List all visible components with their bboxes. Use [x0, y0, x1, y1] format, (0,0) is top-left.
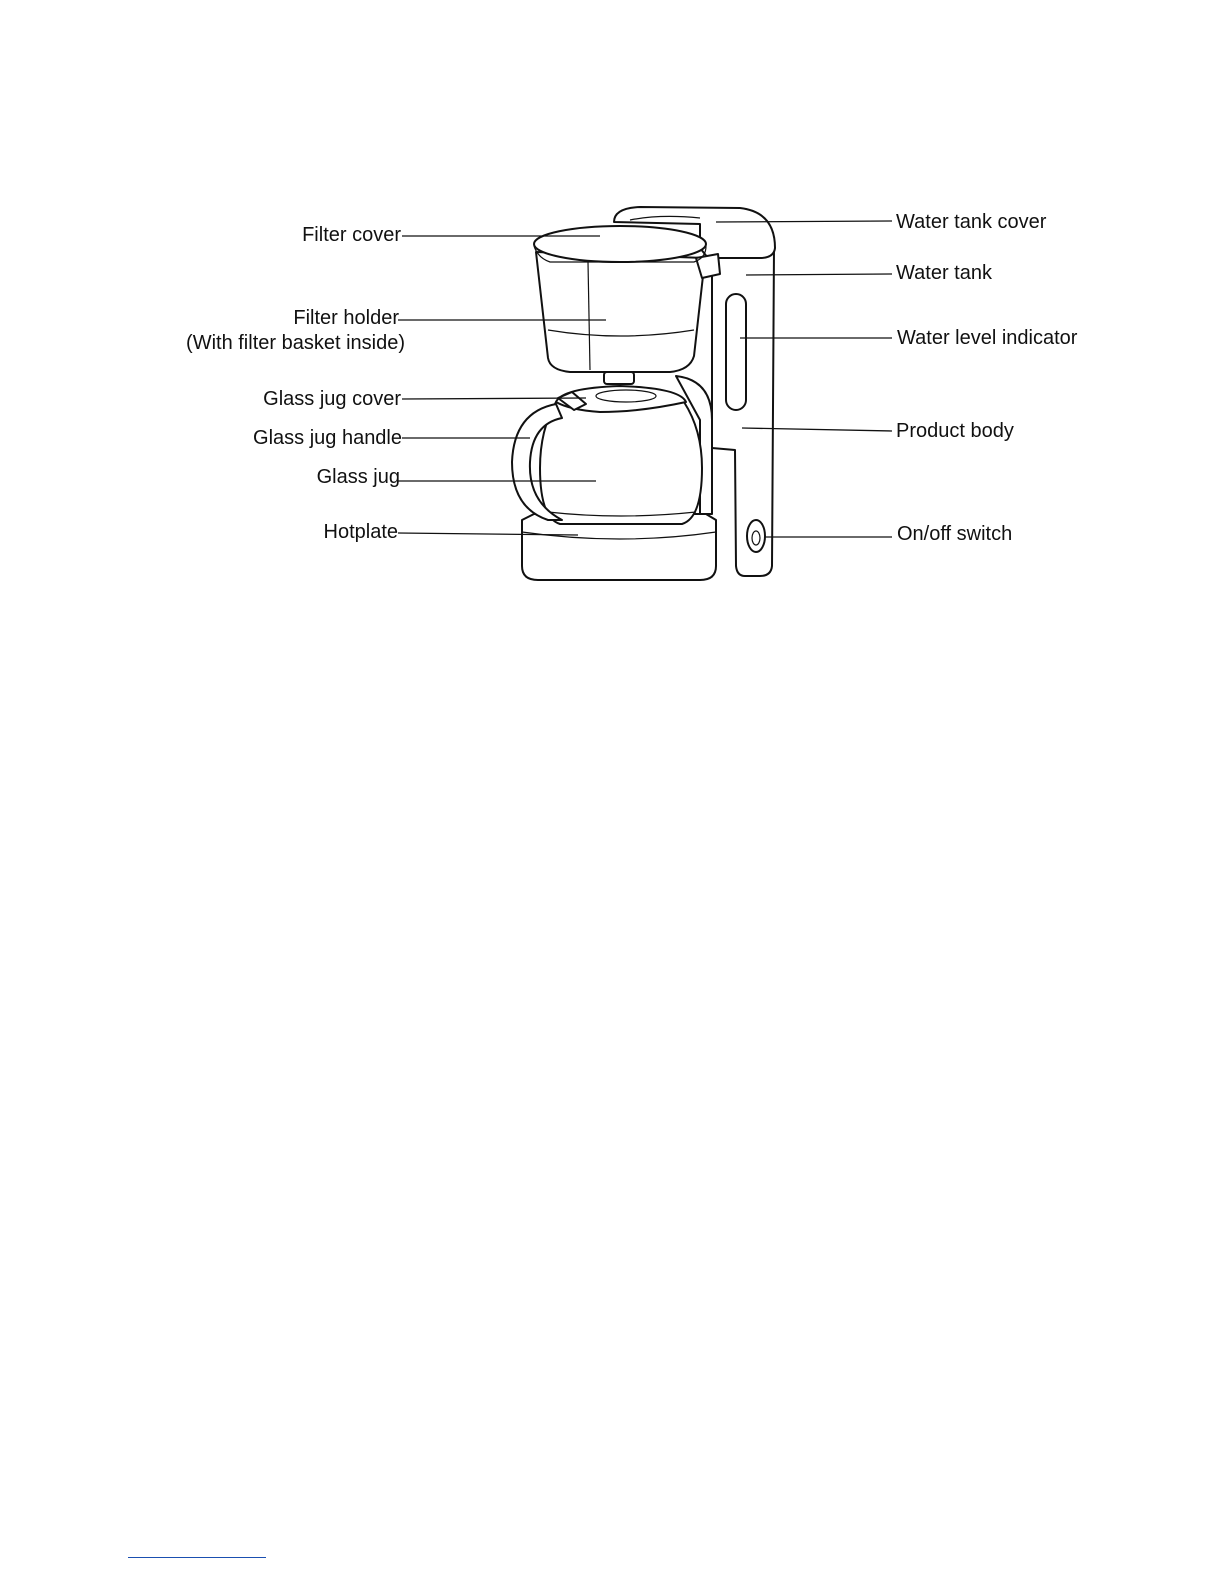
coffee-maker-illustration — [512, 207, 775, 580]
label-filter-holder-note: (With filter basket inside) — [186, 332, 405, 354]
label-water-level-indicator: Water level indicator — [897, 327, 1078, 349]
label-glass-jug: Glass jug — [316, 466, 400, 488]
label-product-body: Product body — [896, 420, 1014, 442]
filter-cover-shape — [534, 226, 706, 262]
label-glass-jug-cover: Glass jug cover — [263, 388, 401, 410]
label-glass-jug-handle: Glass jug handle — [253, 427, 402, 449]
label-water-tank-cover: Water tank cover — [896, 211, 1047, 233]
label-hotplate: Hotplate — [323, 521, 398, 543]
label-water-tank: Water tank — [896, 262, 992, 284]
glass-jug-shape — [540, 402, 702, 524]
filter-holder-shape — [536, 252, 705, 372]
footnote-rule — [128, 1557, 266, 1558]
label-filter-cover: Filter cover — [302, 224, 401, 246]
water-level-window — [726, 294, 746, 410]
label-filter-holder: Filter holder — [293, 307, 399, 329]
label-on-off-switch: On/off switch — [897, 523, 1013, 545]
on-off-switch-shape — [747, 520, 765, 552]
